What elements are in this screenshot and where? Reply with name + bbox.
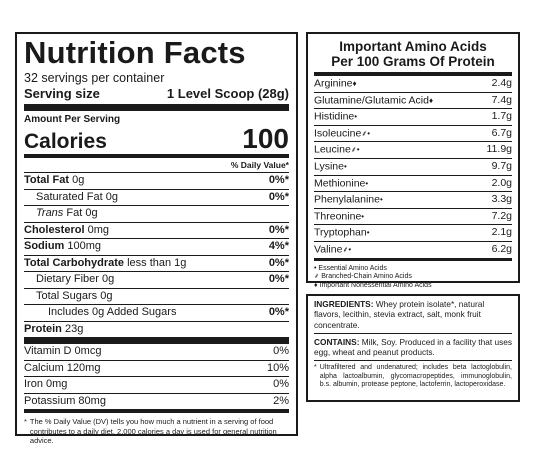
ingredients-footnote: * Ultrafiltered and undenatured; includes beta lactoglobulin, alpha lactoalbumin, glycomacropeptides, immunoglobulin, b.s. albumin, protease peptone, lactoferrin, lactoperoxidase. bbox=[314, 364, 512, 389]
amino-row: Threonine• 7.2g bbox=[314, 209, 512, 226]
nutrient-row: Total Sugars 0g bbox=[24, 289, 289, 306]
ingredients-panel bbox=[306, 294, 520, 402]
daily-value-header: % Daily Value* bbox=[24, 158, 289, 173]
amino-subtitle: Per 100 Grams Of Protein bbox=[314, 54, 512, 76]
amino-row: Leucine⸙• 11.9g bbox=[314, 142, 512, 159]
serving-size-value: 1 Level Scoop (28g) bbox=[166, 86, 289, 101]
nutrient-row: Total Carbohydrate less than 1g 0%* bbox=[24, 256, 289, 273]
amino-row: Histidine• 1.7g bbox=[314, 109, 512, 126]
amount-per-serving: Amount Per Serving bbox=[24, 114, 121, 125]
amino-acids-panel bbox=[306, 32, 520, 290]
calories-row bbox=[24, 125, 289, 158]
amino-row: Lysine• 9.7g bbox=[314, 159, 512, 176]
calories-label: Calories bbox=[24, 130, 107, 153]
contains-text: CONTAINS: Milk, Soy. Produced in a facility that uses egg, wheat and peanut products. bbox=[314, 334, 512, 362]
serving-size-label: Serving size bbox=[24, 86, 100, 101]
nutrient-row: Cholesterol 0mg 0%* bbox=[24, 223, 289, 240]
calories-value: 100 bbox=[242, 123, 289, 154]
serving-size-row bbox=[24, 85, 289, 111]
amino-row: Phenylalanine• 3.3g bbox=[314, 192, 512, 209]
vitamin-row: Potassium 80mg 2% bbox=[24, 394, 289, 414]
amino-row: Valine⸙• 6.2g bbox=[314, 242, 512, 256]
nutrient-row: Protein 23g bbox=[24, 322, 289, 345]
nutrient-row: Sodium 100mg 4%* bbox=[24, 239, 289, 256]
daily-value-footnote: * The % Daily Value (DV) tells you how much a nutrient in a serving of food contributes to a daily diet. 2,000 calories a day is used for general nutrition advice. bbox=[24, 417, 277, 445]
vitamin-row: Vitamin D 0mcg 0% bbox=[24, 344, 289, 361]
amino-table bbox=[314, 76, 512, 261]
amino-title: Important Amino Acids bbox=[339, 39, 487, 54]
nutrient-row: Total Fat 0g 0%* bbox=[24, 173, 289, 190]
legend-item: • Essential Amino Acids bbox=[314, 264, 387, 272]
nutrient-row: Saturated Fat 0g 0%* bbox=[24, 190, 289, 207]
nutrient-row: Includes 0g Added Sugars 0%* bbox=[24, 305, 289, 322]
legend-item: ♦ Important Nonessential Amino Acids bbox=[314, 282, 432, 290]
nutrient-row: Dietary Fiber 0g 0%* bbox=[24, 272, 289, 289]
nutrition-title: Nutrition Facts bbox=[24, 35, 246, 70]
vitamin-row: Iron 0mg 0% bbox=[24, 377, 289, 394]
amino-row: Methionine• 2.0g bbox=[314, 176, 512, 193]
nutrient-row: Trans Fat 0g bbox=[24, 206, 289, 223]
amino-row: Tryptophan• 2.1g bbox=[314, 225, 512, 242]
vitamin-row: Calcium 120mg 10% bbox=[24, 361, 289, 378]
amino-row: Arginine♦ 2.4g bbox=[314, 76, 512, 93]
nutrition-facts-panel bbox=[15, 32, 298, 445]
amino-row: Glutamine/Glutamic Acid♦ 7.4g bbox=[314, 93, 512, 110]
servings-per-container: 32 servings per container bbox=[24, 71, 165, 85]
ingredients-text: INGREDIENTS: Whey protein isolate*, natural flavors, lecithin, stevia extract, salt, monk fruit concentrate. bbox=[314, 299, 512, 334]
amino-row: Isoleucine⸙• 6.7g bbox=[314, 126, 512, 143]
amino-legend bbox=[314, 265, 512, 291]
legend-item: ⸙ Branched-Chain Amino Acids bbox=[314, 273, 412, 281]
